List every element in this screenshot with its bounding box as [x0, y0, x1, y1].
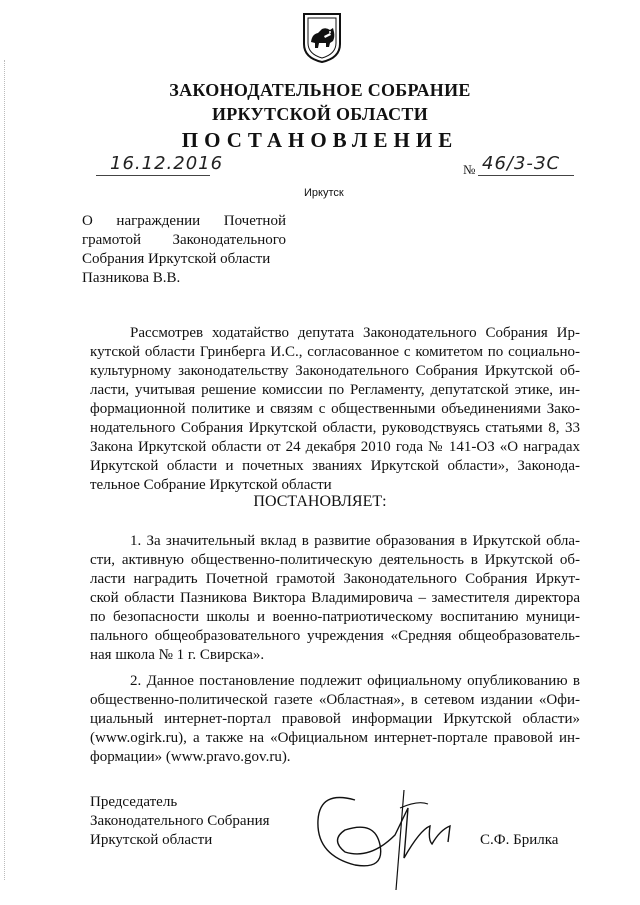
- signatory-title: [90, 793, 270, 850]
- subject-line: Собрания Иркутской области: [82, 251, 271, 267]
- item1-paragraph: [90, 532, 580, 665]
- number-sign: №: [463, 162, 476, 177]
- preamble-line: тельное Собрание Иркутской области: [90, 477, 332, 493]
- item2-line: циальный интернет-портал правовой информации Иркутской области»: [90, 711, 580, 727]
- preamble-line: Иркутской области и почетных званиях Иркутской области», Законода-: [90, 458, 580, 474]
- document-type: ПОСТАНОВЛЕНИЕ: [181, 128, 459, 152]
- subject-block: [82, 212, 286, 288]
- item1-line: ской области Пазникова Виктора Владимировича – заместителя директора: [90, 590, 580, 606]
- handwritten-signature: [300, 760, 470, 900]
- item2-paragraph: [90, 672, 580, 767]
- item1-line: ласти наградить Почетной грамотой Законодательного Собрания Иркут-: [90, 571, 580, 587]
- preamble-line: Рассмотрев ходатайство депутата Законодательного Собрания Ир-: [130, 325, 580, 341]
- preamble-line: культурному законодательству Законодательного Собрания Иркутской об-: [90, 363, 580, 379]
- item2-line: формации» (www.pravo.gov.ru).: [90, 749, 291, 765]
- item1-line: по безопасности школы и военно-патриотическому воспитанию муници-: [90, 609, 580, 625]
- subject-line: О награждении Почетной: [82, 213, 286, 229]
- org-name-line1: ЗАКОНОДАТЕЛЬНОЕ СОБРАНИЕ: [169, 80, 471, 100]
- preamble-line: нодательного Собрания Иркутской области, руководствуясь статьями 8, 33: [90, 420, 580, 436]
- number-underline: [478, 175, 574, 176]
- item1-line: ная школа № 1 г. Свирска».: [90, 647, 265, 663]
- item2-line: 2. Данное постановление подлежит официальному опубликованию в: [130, 673, 580, 689]
- preamble-line: Закона Иркутской области от 24 декабря 2010 года № 141-ОЗ «О наградах: [90, 439, 580, 455]
- preamble-line: ласти, учитывая решение комиссии по Регламенту, депутатской этике, ин-: [90, 382, 580, 398]
- preamble-line: формационной политике и связям с общественными объединениями Зако-: [90, 401, 580, 417]
- coat-of-arms-emblem: [300, 10, 344, 64]
- preamble-line: кутской области Гринберга И.С., согласованное с комитетом по социально-: [90, 344, 580, 360]
- preamble-paragraph: [90, 324, 580, 495]
- scan-margin-dots: [4, 60, 7, 880]
- item2-line: (www.ogirk.ru), а также на «Официальном интернет-портале правовой ин-: [90, 730, 580, 746]
- item1-line: пального общеобразовательного учреждения «Средняя общеобразователь-: [90, 628, 580, 644]
- signatory-title-line: Председатель: [90, 794, 178, 810]
- signatory-title-line: Законодательного Собрания: [90, 813, 270, 829]
- signatory-name: С.Ф. Брилка: [480, 832, 559, 848]
- document-number: 46/3-ЗС: [482, 153, 561, 174]
- subject-line: Пазникова В.В.: [82, 270, 181, 286]
- city-name: Иркутск: [304, 187, 344, 199]
- document-date: 16.12.2016: [110, 153, 224, 174]
- resolves-heading: ПОСТАНОВЛЯЕТ:: [253, 493, 387, 510]
- item1-line: сти, активную общественно-политическую деятельность в Иркутской об-: [90, 552, 580, 568]
- item1-line: 1. За значительный вклад в развитие образования в Иркутской обла-: [130, 533, 580, 549]
- signatory-title-line: Иркутской области: [90, 832, 213, 848]
- subject-line: грамотой Законодательного: [82, 232, 286, 248]
- item2-line: общественно-политической газете «Областная», в сетевом издании «Офи-: [90, 692, 580, 708]
- date-underline: [96, 175, 210, 176]
- org-name-line2: ИРКУТСКОЙ ОБЛАСТИ: [211, 104, 429, 124]
